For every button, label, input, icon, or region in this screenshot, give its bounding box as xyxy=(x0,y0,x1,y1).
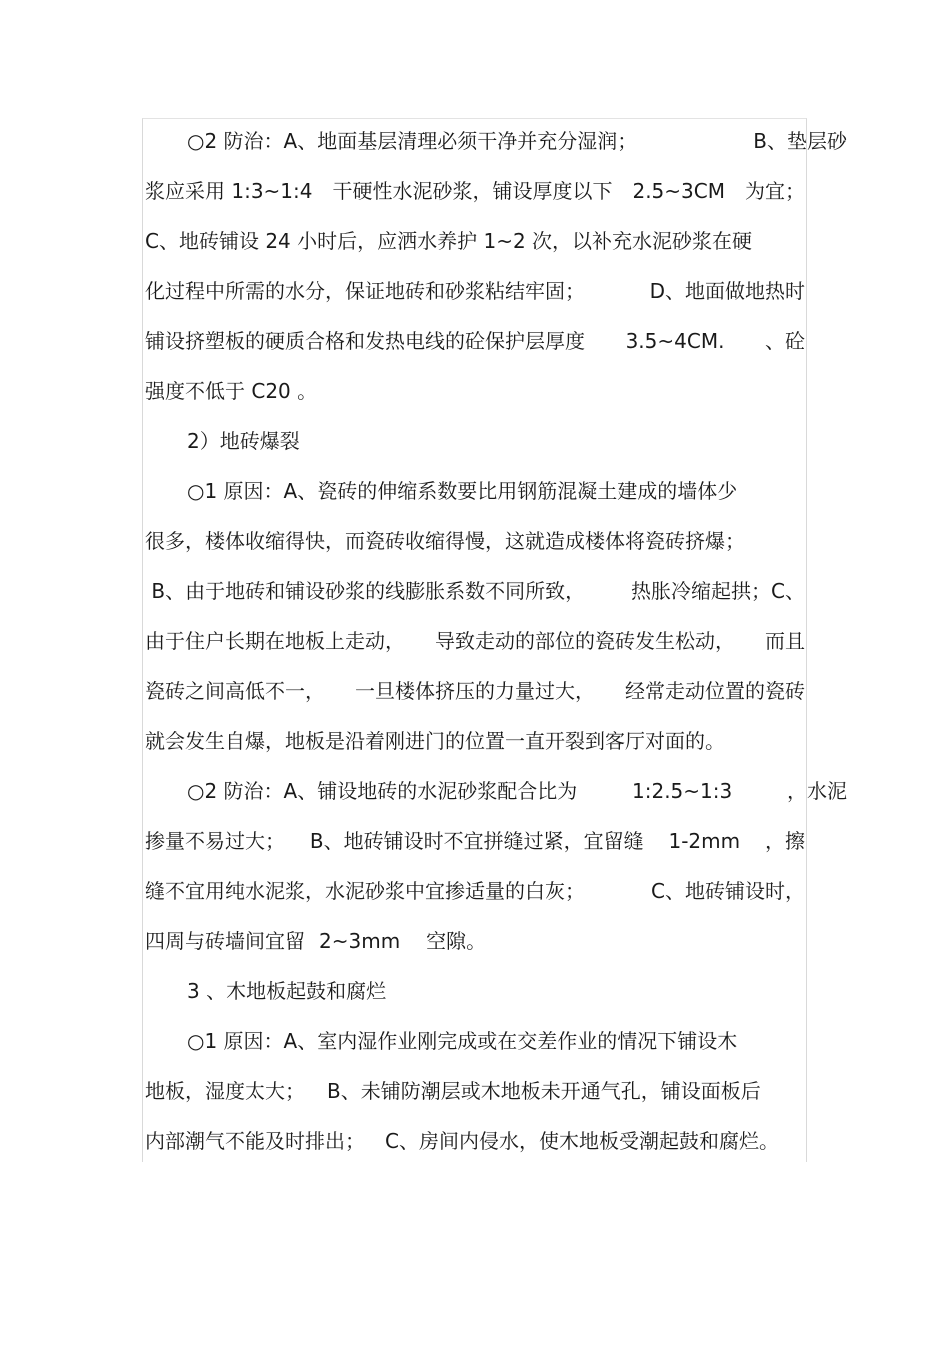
text-segment: 很多，楼体收缩得快，而瓷砖收缩得慢，这就造成楼体将瓷砖挤爆； xyxy=(145,529,745,553)
text-segment: 一旦楼体挤压的力量过大， xyxy=(355,679,595,703)
text-segment: 强度不低于 C20 。 xyxy=(145,379,318,403)
text-segment: C、地砖铺设时， xyxy=(651,879,805,903)
text-segment: 浆应采用 1:3~1:4 xyxy=(145,179,313,203)
text-line xyxy=(145,778,847,804)
text-line xyxy=(145,278,805,304)
text-line xyxy=(145,728,805,754)
text-segment: 2）地砖爆裂 xyxy=(187,429,300,453)
text-segment: ○1 原因：A、室内湿作业刚完成或在交差作业的情况下铺设木 xyxy=(187,1029,738,1053)
text-line xyxy=(145,378,805,404)
text-segment: 地板，湿度太大； xyxy=(145,1079,305,1103)
text-line xyxy=(145,228,805,254)
text-line xyxy=(145,178,805,204)
text-segment: 瓷砖之间高低不一， xyxy=(145,679,325,703)
text-segment: D、地面做地热时 xyxy=(649,279,805,303)
text-segment: ，擦 xyxy=(765,829,805,853)
text-line xyxy=(145,828,805,854)
text-segment: 热胀冷缩起拱；C、 xyxy=(631,579,805,603)
text-line xyxy=(145,1078,805,1104)
text-segment: 空隙。 xyxy=(426,929,487,953)
text-segment: 缝不宜用纯水泥浆，水泥砂浆中宜掺适量的白灰； xyxy=(145,879,585,903)
text-line xyxy=(145,628,805,654)
text-segment: ，水泥 xyxy=(787,779,847,803)
text-line xyxy=(145,878,805,904)
text-line xyxy=(145,1028,847,1054)
text-segment: 为宜； xyxy=(744,179,805,203)
text-segment: 2~3mm xyxy=(319,929,401,953)
text-segment: 内部潮气不能及时排出； xyxy=(145,1129,365,1153)
text-segment: 经常走动位置的瓷砖 xyxy=(625,679,805,703)
text-line xyxy=(145,128,847,154)
text-segment: B、未铺防潮层或木地板未开通气孔，铺设面板后 xyxy=(327,1079,761,1103)
text-segment: ○2 防治：A、地面基层清理必须干净并充分湿润； xyxy=(187,129,638,153)
text-segment: 而且 xyxy=(765,629,805,653)
text-segment: 3.5~4CM. xyxy=(625,329,725,353)
text-line xyxy=(145,328,805,354)
text-segment: 铺设挤塑板的硬质合格和发热电线的砼保护层厚度 xyxy=(145,329,585,353)
text-segment: 就会发生自爆，地板是沿着刚进门的位置一直开裂到客厅对面的。 xyxy=(145,729,725,753)
text-segment: 2.5~3CM xyxy=(632,179,725,203)
text-segment: 掺量不易过大； xyxy=(145,829,285,853)
text-segment: B、由于地砖和铺设砂浆的线膨胀系数不同所致， xyxy=(145,579,586,603)
text-segment: C、房间内侵水，使木地板受潮起鼓和腐烂。 xyxy=(385,1129,779,1153)
section-heading xyxy=(145,978,847,1004)
text-segment: ○1 原因：A、瓷砖的伸缩系数要比用钢筋混凝土建成的墙体少 xyxy=(187,479,738,503)
text-segment: 四周与砖墙间宜留 xyxy=(145,929,305,953)
text-segment: 化过程中所需的水分，保证地砖和砂浆粘结牢固； xyxy=(145,279,585,303)
text-line xyxy=(145,928,805,954)
text-segment: 3 、木地板起鼓和腐烂 xyxy=(187,979,387,1003)
text-line xyxy=(145,578,805,604)
text-segment: ○2 防治：A、铺设地砖的水泥砂浆配合比为 xyxy=(187,779,578,803)
text-segment: 1:2.5~1:3 xyxy=(632,779,733,803)
text-segment: 1-2mm xyxy=(668,829,741,853)
text-segment: 由于住户长期在地板上走动， xyxy=(145,629,405,653)
text-segment: B、地砖铺设时不宜拼缝过紧，宜留缝 xyxy=(309,829,644,853)
text-line xyxy=(145,478,847,504)
section-heading xyxy=(145,428,847,454)
text-line xyxy=(145,678,805,704)
text-segment: 干硬性水泥砂浆，铺设厚度以下 xyxy=(332,179,613,203)
text-segment: B、垫层砂 xyxy=(753,129,847,153)
text-segment: 、砼 xyxy=(765,329,805,353)
text-segment: C、地砖铺设 24 小时后，应洒水养护 1~2 次，以补充水泥砂浆在硬 xyxy=(145,229,753,253)
text-segment: 导致走动的部位的瓷砖发生松动， xyxy=(435,629,735,653)
text-line xyxy=(145,528,805,554)
text-line xyxy=(145,1128,805,1154)
